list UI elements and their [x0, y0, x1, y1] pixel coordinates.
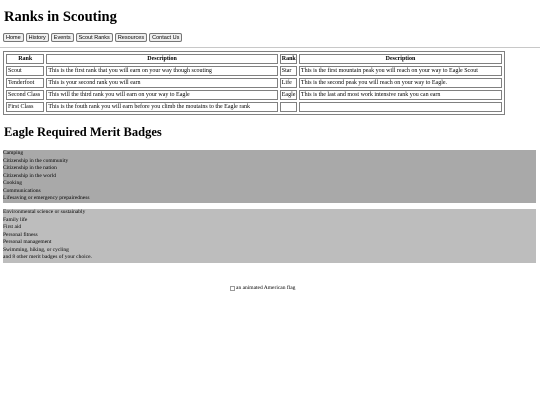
nav-contact-us-button[interactable]: Contact Us	[149, 33, 182, 42]
list-item: Camping	[3, 150, 24, 156]
rank-cell: Star	[280, 66, 297, 76]
flag-alt-text: an animated American flag	[236, 285, 296, 291]
rank-header: Rank	[6, 54, 44, 64]
list-item: Citizenship in the nation	[3, 165, 57, 171]
page-title: Ranks in Scouting	[4, 9, 117, 25]
description-cell: This is the first mountain peak you will reach on your way to Eagle Scout	[299, 66, 502, 76]
description-cell: This is the fouth rank you will earn before you climb the moutains to the Eagle rank	[46, 102, 277, 112]
description-cell: This is the first rank that you will earn on your way though scouting	[46, 66, 277, 76]
list-item: Family life	[3, 216, 28, 223]
nav-bar	[3, 33, 182, 42]
description-cell: This is the last and most work intensive rank you can earn	[299, 90, 502, 100]
nav-scout-ranks-button[interactable]: Scout Ranks	[76, 33, 113, 42]
nav-home-button[interactable]: Home	[3, 33, 24, 42]
badge-list-group-one	[3, 150, 536, 203]
rank-cell: Eagle	[281, 92, 296, 98]
description-cell	[299, 102, 502, 112]
list-item: Cooking	[3, 180, 22, 186]
merit-badges-title: Eagle Required Merit Badges	[4, 125, 162, 139]
description-header: Description	[46, 54, 277, 64]
list-item: Citizenship in the community	[3, 157, 69, 164]
description-cell: This is your second rank you will earn	[46, 78, 277, 88]
list-item: Lifesaving or emergency prepairedness	[3, 195, 90, 201]
rank-cell: Life	[280, 78, 297, 88]
header-divider	[0, 47, 540, 48]
list-item: Environmental science or sustainably	[3, 209, 86, 215]
ranks-table	[3, 51, 505, 115]
nav-resources-button[interactable]: Resources	[115, 33, 147, 42]
rank-header: Rank	[281, 56, 296, 62]
list-item: Personal management	[3, 239, 52, 245]
description-cell: This is the second peak you will reach on your way to Eagle.	[299, 78, 502, 88]
table-header-row	[6, 54, 502, 64]
table-row	[6, 90, 502, 100]
rank-cell: Tenderfoot	[6, 78, 44, 88]
american-flag-image	[230, 285, 295, 291]
table-row	[6, 78, 502, 88]
rank-cell	[280, 102, 297, 112]
description-cell: This will the third rank you will earn on your way to Eagle	[46, 90, 277, 100]
rank-cell: Second Class	[6, 90, 44, 100]
badge-list-group-two	[3, 209, 536, 263]
nav-history-button[interactable]: History	[26, 33, 49, 42]
description-header: Description	[299, 54, 502, 64]
list-item: Communications	[3, 187, 41, 194]
table-row	[6, 66, 502, 76]
list-item: Swimming, hiking, or cycling	[3, 246, 69, 253]
nav-events-button[interactable]: Events	[51, 33, 74, 42]
list-item: Personal fitness	[3, 231, 38, 238]
list-item: First aid	[3, 224, 22, 230]
table-row	[6, 102, 502, 112]
rank-cell: First Class	[6, 102, 44, 112]
rank-cell: Scout	[6, 66, 44, 76]
broken-image-icon	[230, 286, 235, 291]
list-item: Citizenship in the world	[3, 172, 57, 179]
list-item: and 8 other merit badges of your choice.	[3, 254, 92, 260]
